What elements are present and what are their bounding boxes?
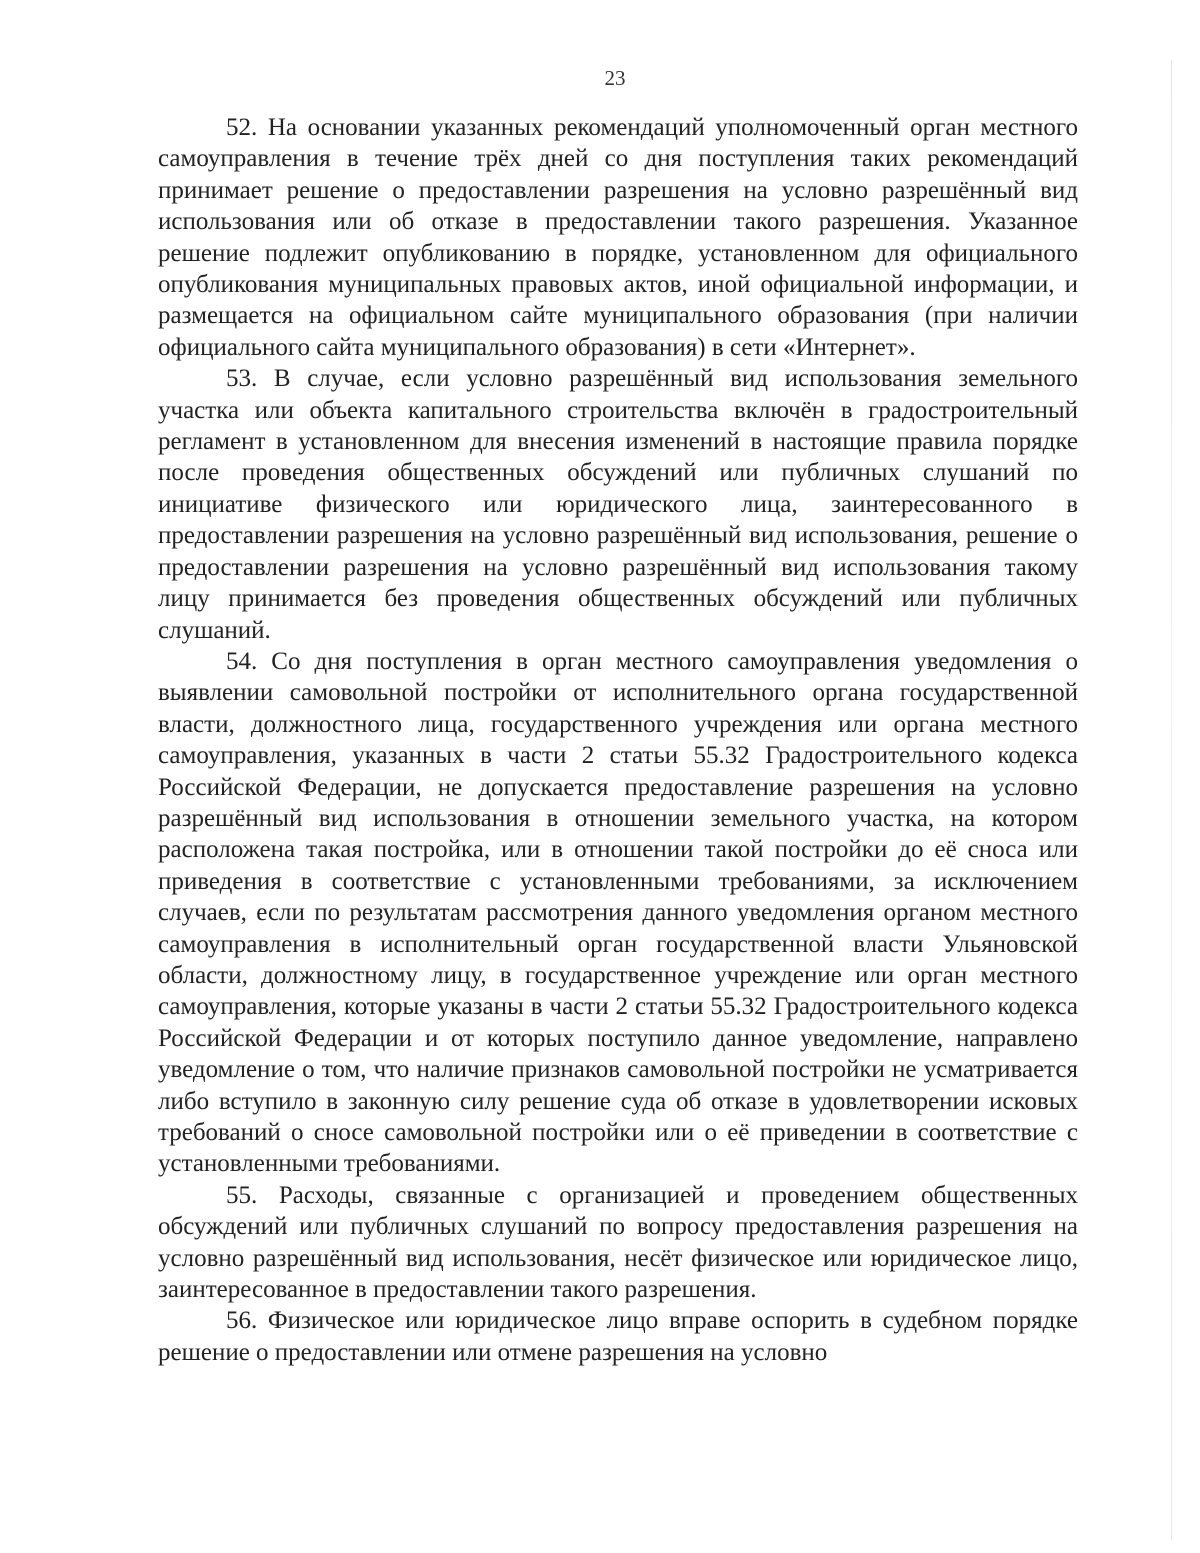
paragraph-54: 54. Со дня поступления в орган местного самоуправления уведомления о выявлении самовольной постройки от исполнительного органа государственной власти, должностного лица, государственного учреждения или органа местного самоуправления, указанных в части 2 статьи 55.32 Градостроительного кодекса Российской Федерации, не допускается предоставление разрешения на условно разрешённый вид использования в отношении земельного участка, на котором расположена такая постройка, или в отношении такой постройки до её сноса или приведения в соответствие с установленными требованиями, за исключением случаев, если по результатам рассмотрения данного уведомления органом местного самоуправления в исполнительный орган государственной власти Ульяновской области, должностному лицу, в государственное учреждение или орган местного самоуправления, которые указаны в части 2 статьи 55.32 Градостроительного кодекса Российской Федерации и от которых поступило данное уведомление, направлено уведомление о том, что наличие признаков самовольной постройки не усматривается либо вступило в законную силу решение суда об отказе в удовлетворении исковых требований о сносе самовольной постройки или о её приведении в соответствие с установленными требованиями. [158, 647, 1078, 1178]
paragraph-52: 52. На основании указанных рекомендаций уполномоченный орган местного самоуправления в течение трёх дней со дня поступления таких рекомендаций принимает решение о предоставлении разрешения на условно разрешённый вид использования или об отказе в предоставлении такого разрешения. Указанное решение подлежит опубликованию в порядке, установленном для официального опубликования муниципальных правовых актов, иной официальной информации, и размещается на официальном сайте муниципального образования (при наличии официального сайта муниципального образования) в сети «Интернет». [158, 114, 1078, 361]
paragraph-56: 56. Физическое или юридическое лицо вправе оспорить в судебном порядке решение о предоставлении или отмене разрешения на условно [158, 1307, 1078, 1366]
scan-edge-shadow [1171, 60, 1172, 1540]
document-body [158, 112, 1078, 1368]
page-number: 23 [604, 66, 626, 90]
paragraph-55: 55. Расходы, связанные с организацией и проведением общественных обсуждений или публичных слушаний по вопросу предоставления разрешения на условно разрешённый вид использования, несёт физическое или юридическое лицо, заинтересованное в предоставлении такого разрешения. [158, 1181, 1078, 1304]
paragraph-53: 53. В случае, если условно разрешённый вид использования земельного участка или объекта капитального строительства включён в градостроительный регламент в установленном для внесения изменений в настоящие правила порядке после проведения общественных обсуждений или публичных слушаний по инициативе физического или юридического лица, заинтересованного в предоставлении разрешения на условно разрешённый вид использования, решение о предоставлении разрешения на условно разрешённый вид использования такому лицу принимается без проведения общественных обсуждений или публичных слушаний. [158, 365, 1078, 644]
